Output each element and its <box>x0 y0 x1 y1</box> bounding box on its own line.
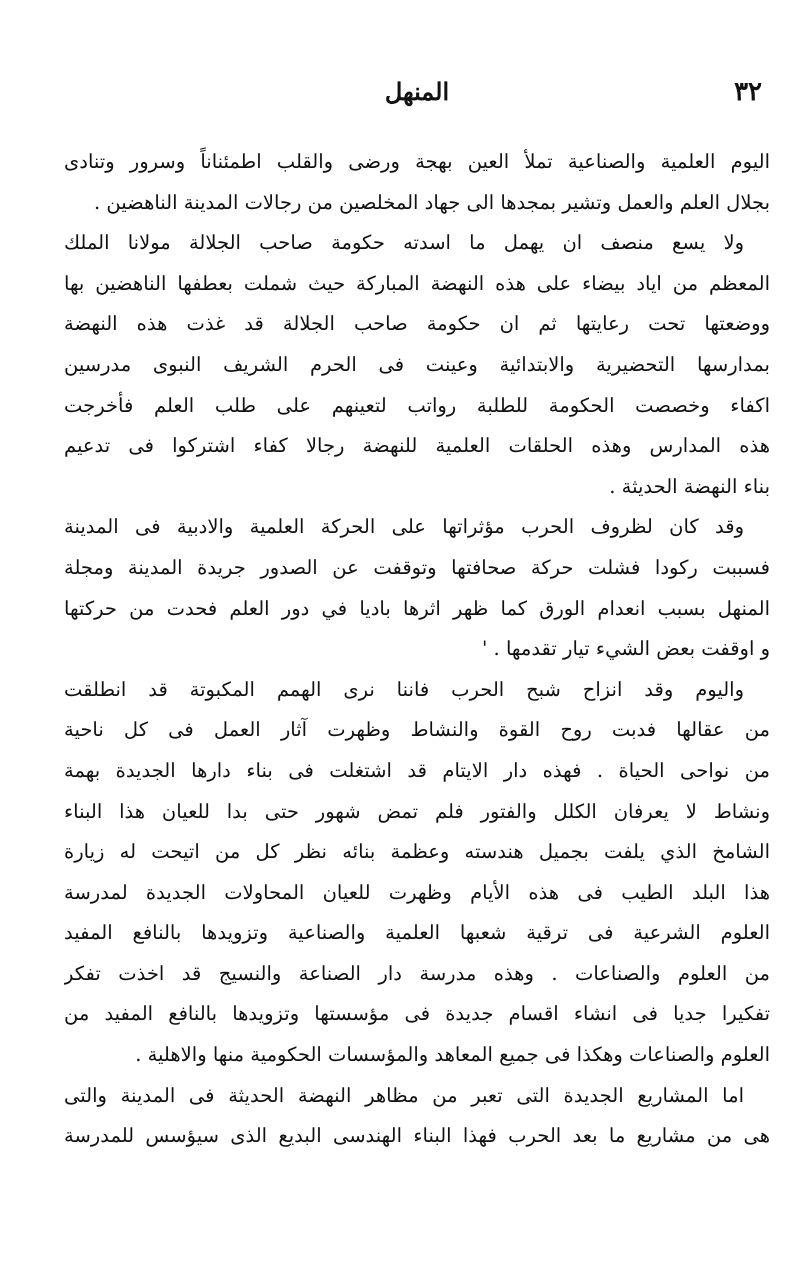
page-header <box>64 72 770 112</box>
text-line: من نواحى الحياة . فهذه دار الايتام قد اشتغلت فى بناء دارها الجديدة بهمة <box>64 758 770 782</box>
text-line: واليوم وقد انزاح شبح الحرب فاننا نرى الهمم المكبوتة قد انطلقت <box>64 677 744 701</box>
text-line: اليوم العلمية والصناعية تملأ العين بهجة ورضى والقلب اطمئناناً وسرور وتنادى <box>64 150 770 173</box>
running-title: المنهل <box>384 77 450 106</box>
text-line: بمدارسها التحضيرية والابتدائية وعينت فى الحرم الشريف النبوى مدرسين <box>64 352 770 376</box>
text-line: المنهل بسبب انعدام الورق كما ظهر اثرها باديا في دور العلم فحدت من حركتها <box>64 596 770 620</box>
text-line: من عقالها فدبت روح القوة والنشاط وظهرت آثار العمل فى كل ناحية <box>64 718 770 742</box>
text-line: الشامخ الذي يلفت بجميل هندسته وعظمة بنائه نظر كل من اتيحت له زيارة <box>64 840 770 864</box>
text-line: فسببت ركودا فشلت حركة صحافتها وتوقفت عن الصدور جريدة المدينة ومجلة <box>64 555 770 579</box>
text-line: العلوم الشرعية فى ترقية شعبها العلمية والصناعية وتزويدها بالنافع المفيد <box>64 921 770 945</box>
text-line: هذه المدارس وهذه الحلقات العلمية للنهضة رجالا كفاء اشتركوا فى تدعيم <box>64 434 770 458</box>
text-line: هذا البلد الطيب فى هذه الأيام وظهرت للعيان المحاولات الجديدة لمدرسة <box>64 880 770 904</box>
text-line: ونشاط لا يعرفان الكلل والفتور فلم تمض شهور حتى بدا للعيان هذا البناء <box>64 799 770 823</box>
text-line: وقد كان لظروف الحرب مؤثراتها على الحركة العلمية والادبية فى المدينة <box>64 515 744 539</box>
text-line: هى من مشاريع ما بعد الحرب فهذا البناء الهندسى البديع الذى سيؤسس للمدرسة <box>64 1124 770 1148</box>
text-line: بجلال العلم والعمل وتشير بمجدها الى جهاد المخلصين من رجالات المدينة الناهضين . <box>94 190 770 214</box>
text-line: المعظم من اياد بيضاء على هذه النهضة المباركة حيث شملت بعطفها الناهضين بها <box>64 271 770 295</box>
text-line: اكفاء وخصصت الحكومة للطلبة رواتب لتعينهم على طلب العلم فأخرجت <box>64 393 770 417</box>
text-line: بناء النهضة الحديثة . <box>609 474 770 498</box>
body-text <box>64 142 770 1157</box>
page-number: ٣٢ <box>734 77 762 107</box>
text-line: من العلوم والصناعات . وهذه مدرسة دار الصناعة والنسيج قد اخذت تفكر <box>64 961 770 985</box>
text-line: ووضعتها تحت رعايتها ثم ان حكومة صاحب الجلالة قد غذت هذه النهضة <box>64 312 770 336</box>
text-line: العلوم والصناعات وهكذا فى جميع المعاهد والمؤسسات الحكومية منها والاهلية . <box>135 1043 770 1067</box>
text-line: اما المشاريع الجديدة التى تعبر من مظاهر النهضة الحديثة فى المدينة والتى <box>64 1083 744 1107</box>
text-line: تفكيرا جديا فى انشاء اقسام جديدة فى مؤسستها وتزويدها بالنافع المفيد من <box>64 1002 770 1026</box>
text-line: و اوقفت بعض الشيء تيار تقدمها . ' <box>481 637 770 661</box>
text-line: ولا يسع منصف ان يهمل ما اسدته حكومة صاحب الجلالة مولانا الملك <box>64 231 744 255</box>
